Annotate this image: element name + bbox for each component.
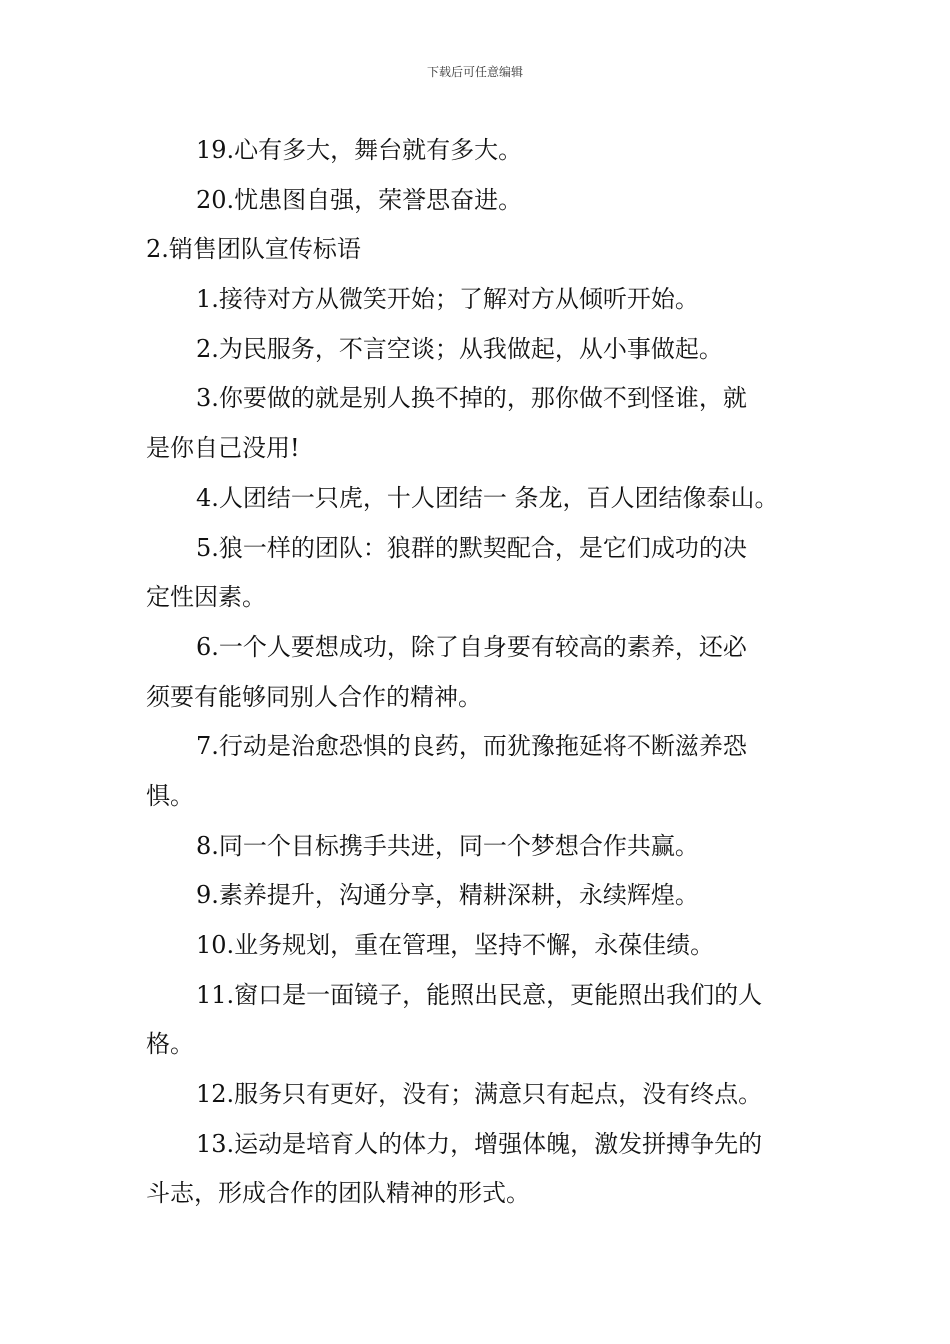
section-heading: 2.销售团队宣传标语 xyxy=(146,235,361,264)
text-line: 3.你要做的就是别人换不掉的，那你做不到怪谁，就 xyxy=(196,384,747,413)
text-line: 惧。 xyxy=(146,781,194,810)
text-line: 1.接待对方从微笑开始；了解对方从倾听开始。 xyxy=(196,285,699,314)
text-line: 9.素养提升，沟通分享，精耕深耕，永续辉煌。 xyxy=(196,881,699,910)
text-line: 8.同一个目标携手共进，同一个梦想合作共赢。 xyxy=(196,831,699,860)
text-line: 是你自己没用! xyxy=(146,434,300,463)
text-line: 格。 xyxy=(146,1030,194,1059)
text-line: 12.服务只有更好，没有；满意只有起点，没有终点。 xyxy=(196,1080,763,1109)
text-line: 斗志，形成合作的团队精神的形式。 xyxy=(146,1179,530,1208)
text-line: 13.运动是培育人的体力，增强体魄，激发拼搏争先的 xyxy=(196,1129,763,1158)
text-line: 2.为民服务，不言空谈；从我做起，从小事做起。 xyxy=(196,334,723,363)
document-body xyxy=(146,126,810,1219)
text-line: 6.一个人要想成功，除了自身要有较高的素养，还必 xyxy=(196,632,747,661)
text-line: 11.窗口是一面镜子，能照出民意，更能照出我们的人 xyxy=(196,980,763,1009)
text-line: 4.人团结一只虎，十人团结一 条龙，百人团结像泰山。 xyxy=(196,483,779,512)
text-line: 10.业务规划，重在管理，坚持不懈，永葆佳绩。 xyxy=(196,931,715,959)
text-line: 须要有能够同别人合作的精神。 xyxy=(146,682,482,711)
text-line: 5.狼一样的团队：狼群的默契配合，是它们成功的决 xyxy=(196,533,747,562)
text-line: 20.忧患图自强，荣誉思奋进。 xyxy=(196,185,523,214)
page-header: 下载后可任意编辑 xyxy=(426,65,523,79)
text-line: 19.心有多大，舞台就有多大。 xyxy=(196,136,523,164)
text-line: 7.行动是治愈恐惧的良药，而犹豫拖延将不断滋养恐 xyxy=(196,732,747,761)
text-line: 定性因素。 xyxy=(146,583,266,612)
